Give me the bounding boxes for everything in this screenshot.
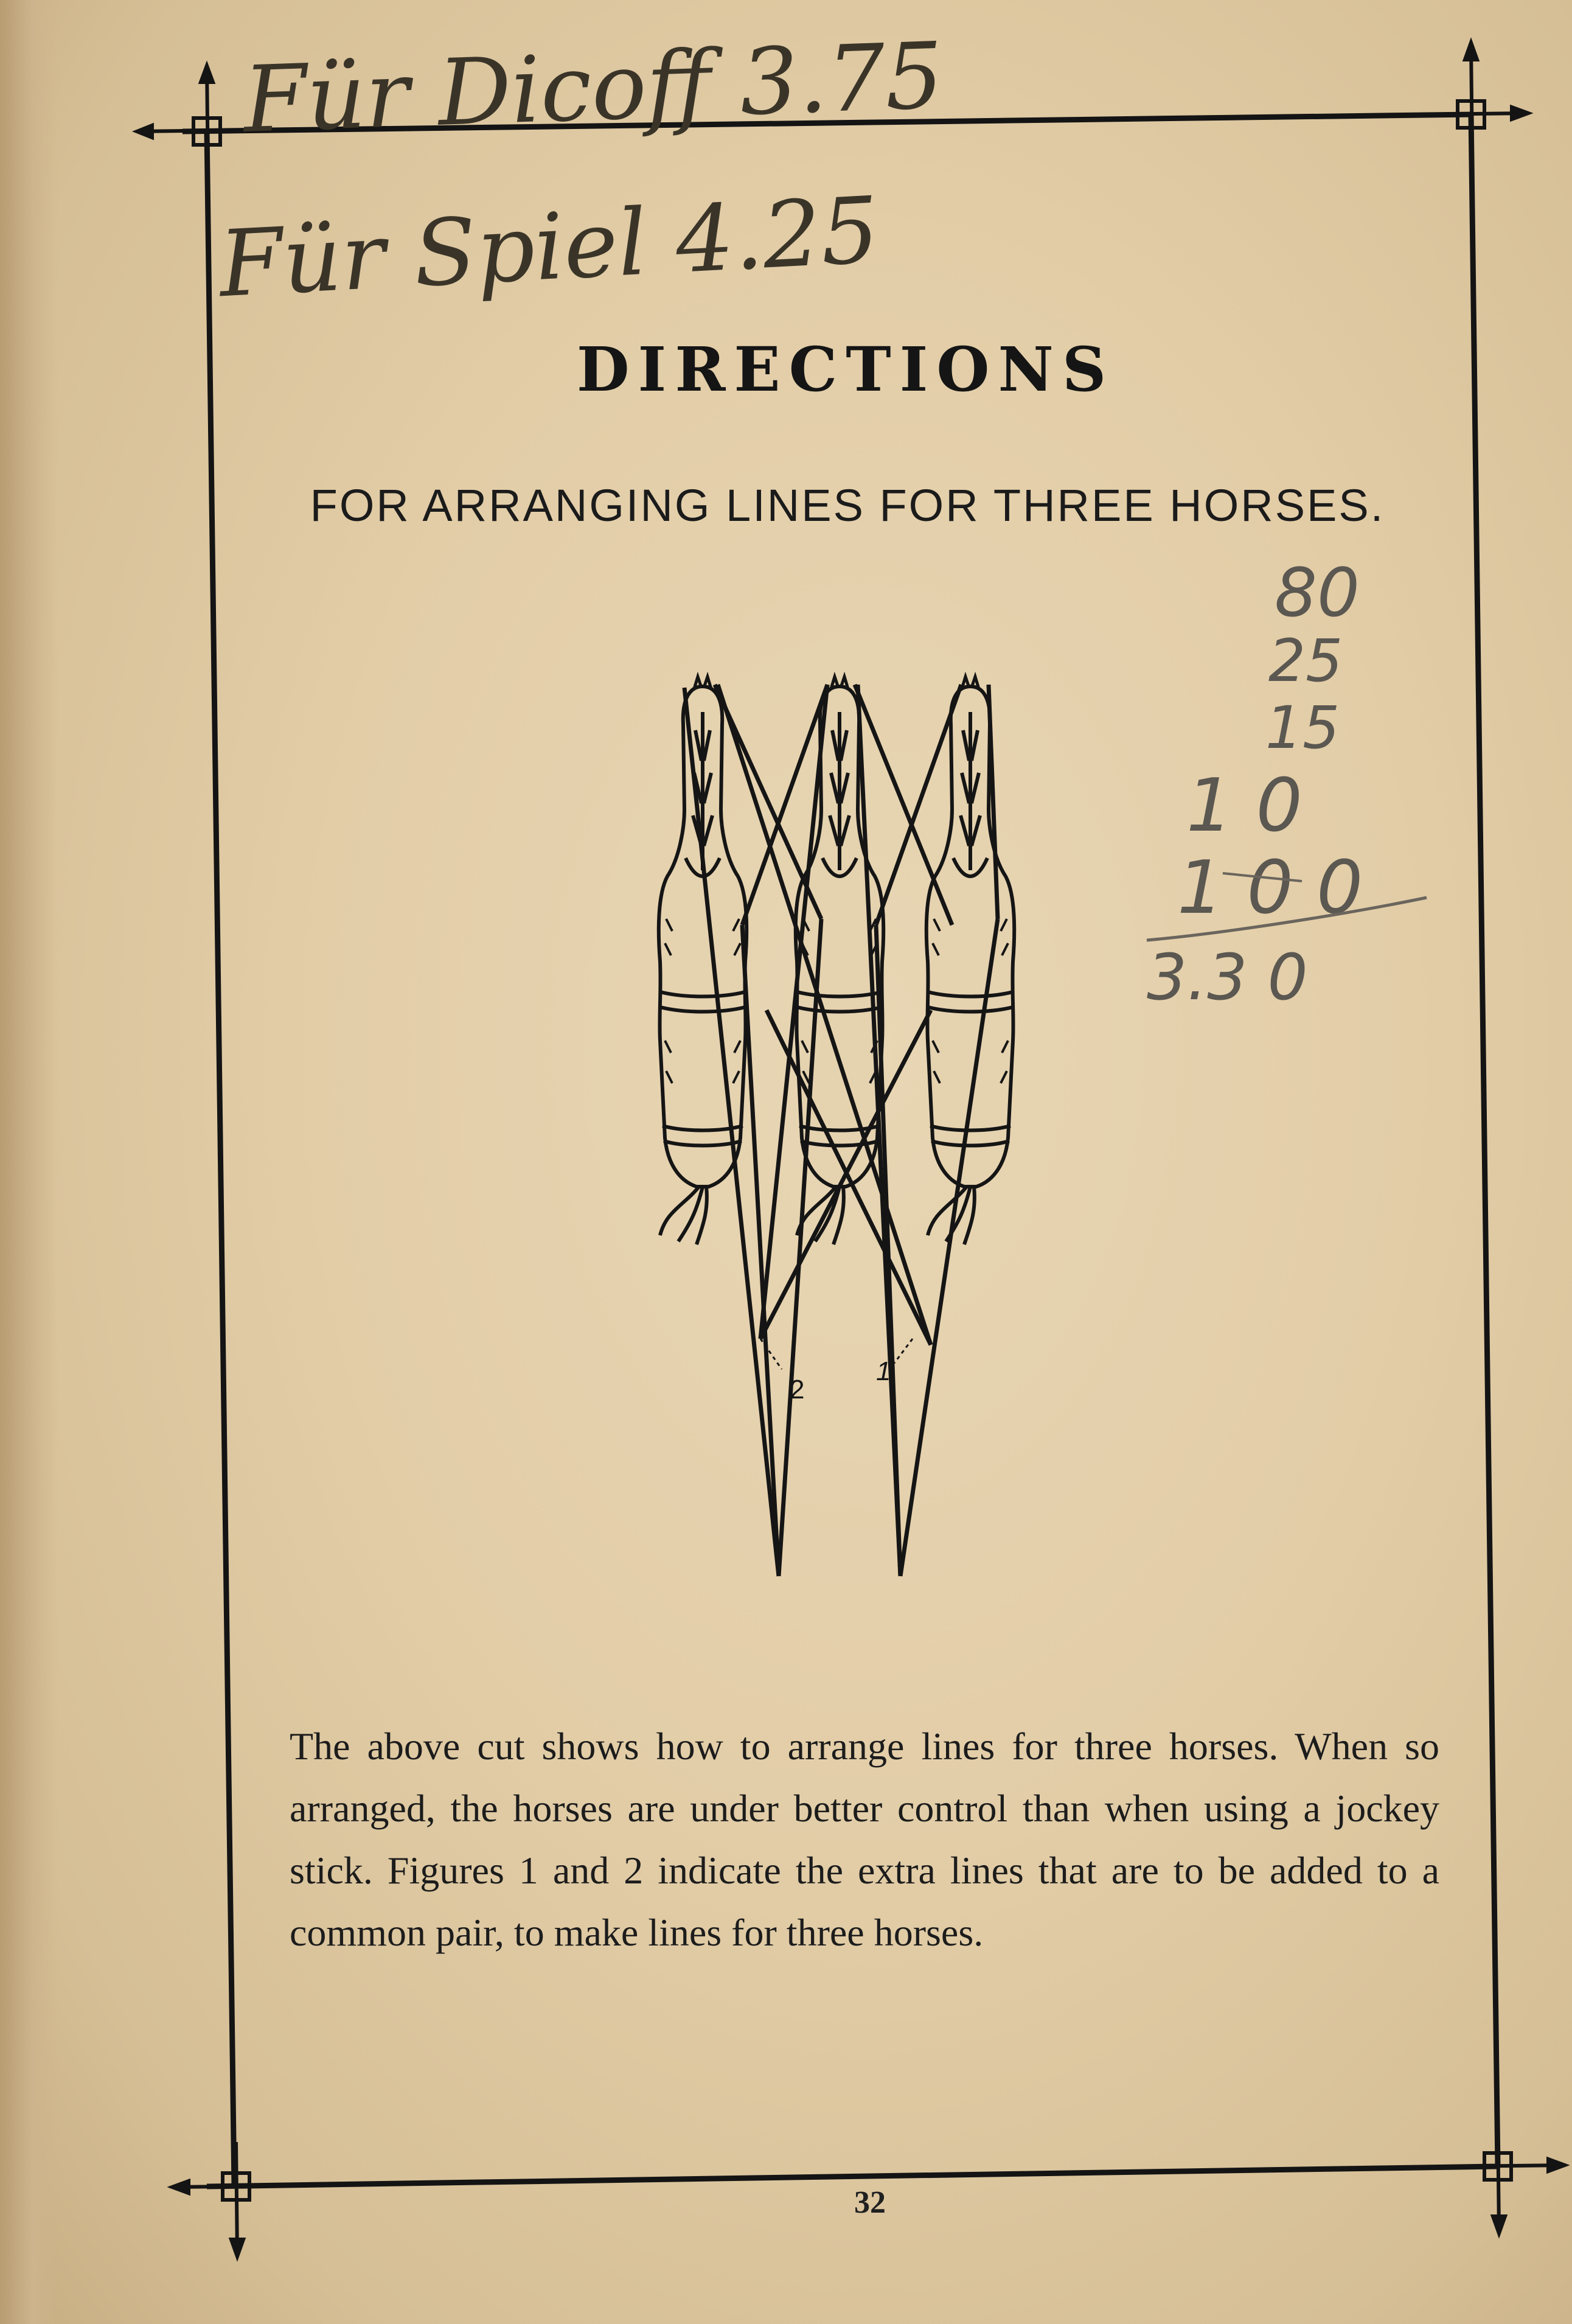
pencil-sum-80: 80 [1275,554,1360,632]
handwritten-note-line-two: Für Spiel 4.25 [217,177,882,318]
pencil-sum-100: 1 0 0 [1177,846,1363,930]
body-paragraph: The above cut shows how to arrange lines for three horses. When so arranged, the horses are under better control than when using a jockey stick. Figures 1 and 2 indicate the extra lines that are to be added to a common pair, to make lines for three horses. [290,1725,1439,1954]
page-title: DIRECTIONS [576,333,1115,405]
pencil-sum-10: 1 0 [1186,764,1302,848]
page-subtitle: FOR ARRANGING LINES FOR THREE HORSES. [310,480,1385,531]
handwritten-note-line-one: Für Dicoff 3.75 [242,23,945,154]
page-number: 32 [854,2185,886,2220]
horse-right [927,677,1014,1244]
pencil-sum-15: 15 [1265,694,1340,762]
figure-label-two: 2 [790,1375,805,1405]
pencil-sum-total: 3.3 0 [1147,940,1308,1014]
three-horses-lines-illustration [645,669,1046,1594]
figure-label-one: 1 [876,1356,891,1386]
pencil-sum-25: 25 [1268,627,1343,695]
